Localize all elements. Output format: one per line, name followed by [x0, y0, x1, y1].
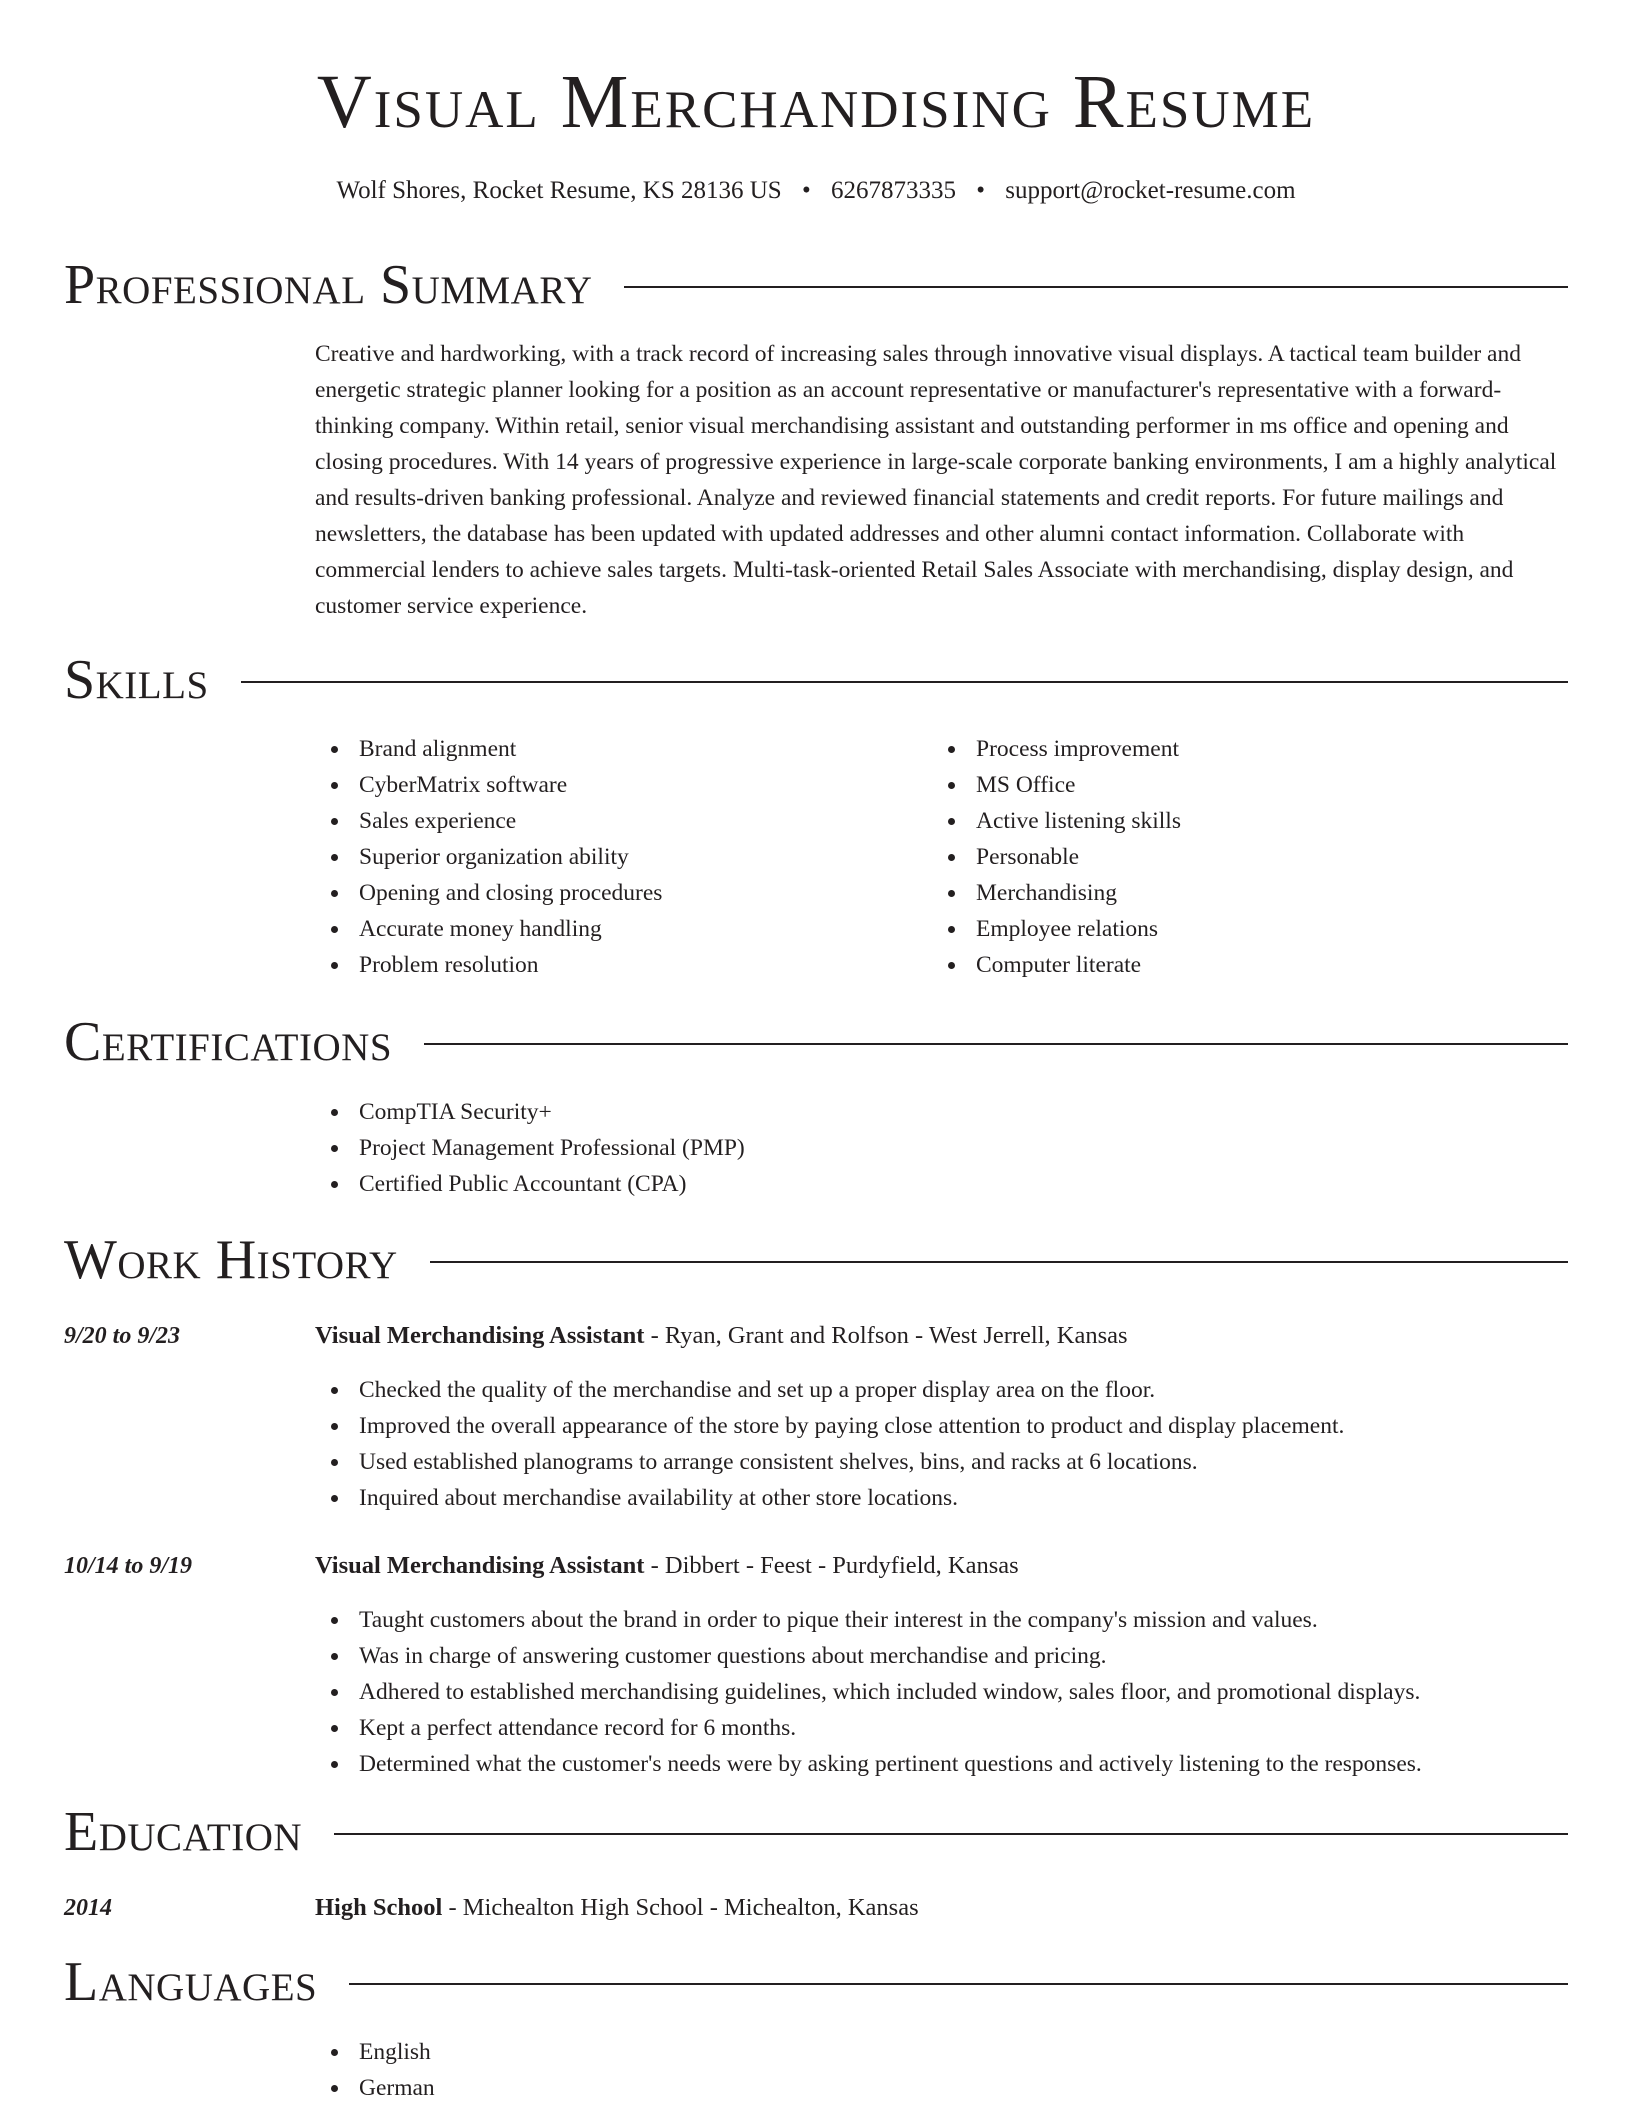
job-entry [315, 1548, 1568, 1782]
skills-list-right [932, 731, 1549, 983]
section-divider [624, 286, 1568, 288]
certification-item: Project Management Professional (PMP) [315, 1130, 1568, 1166]
contact-phone: 6267873335 [830, 177, 956, 204]
job-title: Visual Merchandising Assistant [315, 1552, 645, 1579]
contact-separator: • [976, 177, 985, 204]
skill-item: Brand alignment [315, 731, 932, 767]
job-bullets [315, 1372, 1568, 1516]
job-bullet: Adhered to established merchandising guidelines, which included window, sales floor, and promotional displays. [315, 1674, 1568, 1710]
skill-item: Merchandising [932, 875, 1549, 911]
skill-item: CyberMatrix software [315, 767, 932, 803]
section-divider [349, 1983, 1568, 1985]
job-employer: - Dibbert - Feest - Purdyfield, Kansas [644, 1552, 1019, 1579]
contact-separator: • [801, 177, 811, 204]
skills-grid [315, 731, 1568, 983]
skill-item: MS Office [932, 767, 1549, 803]
skills-list-left [315, 731, 932, 983]
job-employer: - Ryan, Grant and Rolfson - West Jerrell, Kansas [644, 1322, 1128, 1349]
contact-line [64, 174, 1568, 208]
certifications-body [315, 1094, 1568, 1202]
job-bullet: Checked the quality of the merchandise and set up a proper display area on the floor. [315, 1372, 1568, 1408]
certifications-heading: Certifications [64, 1011, 393, 1073]
summary-heading: Professional Summary [64, 254, 593, 316]
languages-heading: Languages [64, 1951, 318, 2013]
skill-item: Personable [932, 839, 1549, 875]
skill-item: Accurate money handling [315, 911, 932, 947]
skill-item: Process improvement [932, 731, 1549, 767]
job-heading [315, 1318, 1568, 1354]
education-heading-line [315, 1890, 1568, 1926]
summary-section-header [64, 255, 1568, 315]
languages-section-header [64, 1952, 1568, 2012]
job-dates: 9/20 to 9/23 [64, 1323, 181, 1349]
skills-heading: Skills [64, 649, 209, 711]
skill-item: Active listening skills [932, 803, 1549, 839]
skill-item: Opening and closing procedures [315, 875, 932, 911]
section-divider [241, 681, 1568, 683]
language-item: German [315, 2070, 1568, 2106]
contact-address: Wolf Shores, Rocket Resume, KS 28136 US [336, 177, 782, 204]
education-heading: Education [64, 1801, 303, 1863]
job-dates: 10/14 to 9/19 [64, 1553, 193, 1579]
job-bullet: Used established planograms to arrange consistent shelves, bins, and racks at 6 locations. [315, 1444, 1568, 1480]
skill-item: Superior organization ability [315, 839, 932, 875]
skill-item: Problem resolution [315, 947, 932, 983]
languages-list [315, 2034, 1568, 2106]
certification-item: Certified Public Accountant (CPA) [315, 1166, 1568, 1202]
job-entry [315, 1318, 1568, 1516]
work-history-section-header [64, 1230, 1568, 1290]
education-degree: High School [315, 1894, 443, 1921]
section-divider [430, 1261, 1568, 1263]
education-year: 2014 [64, 1895, 112, 1921]
summary-body [315, 336, 1568, 624]
skill-item: Employee relations [932, 911, 1549, 947]
education-section-header [64, 1802, 1568, 1862]
job-bullet: Improved the overall appearance of the store by paying close attention to product and display placement. [315, 1408, 1568, 1444]
skills-body [315, 731, 1568, 983]
job-bullet: Inquired about merchandise availability at other store locations. [315, 1480, 1568, 1516]
education-school: - Michealton High School - Michealton, Kansas [442, 1894, 919, 1921]
language-item: English [315, 2034, 1568, 2070]
certifications-list [315, 1094, 1568, 1202]
resume-title: Visual Merchandising Resume [316, 60, 1316, 144]
job-bullet: Kept a perfect attendance record for 6 months. [315, 1710, 1568, 1746]
contact-email: support@rocket-resume.com [1005, 177, 1296, 204]
languages-body [315, 2034, 1568, 2106]
job-bullet: Taught customers about the brand in order to pique their interest in the company's mission and values. [315, 1602, 1568, 1638]
job-bullet: Determined what the customer's needs were by asking pertinent questions and actively listening to the responses. [315, 1746, 1568, 1782]
job-title: Visual Merchandising Assistant [315, 1322, 645, 1349]
job-bullets [315, 1602, 1568, 1782]
skill-item: Sales experience [315, 803, 932, 839]
section-divider [334, 1833, 1568, 1835]
job-bullet: Was in charge of answering customer questions about merchandise and pricing. [315, 1638, 1568, 1674]
certification-item: CompTIA Security+ [315, 1094, 1568, 1130]
summary-text: Creative and hardworking, with a track record of increasing sales through innovative visual displays. A tactical team builder and energetic strategic planner looking for a position as an account representative or manufacturer's representative with a forward-thinking company. Within retail, senior visual merchandising assistant and outstanding performer in ms office and opening and closing procedures. With 14 years of progressive experience in large-scale corporate banking environments, I am a highly analytical and results-driven banking professional. Analyze and reviewed financial statements and credit reports. For future mailings and newsletters, the database has been updated with updated addresses and other alumni contact information. Collaborate with commercial lenders to achieve sales targets. Multi-task-oriented Retail Sales Associate with merchandising, display design, and customer service experience. [315, 341, 1557, 619]
education-entry [315, 1890, 1568, 1926]
skills-section-header [64, 650, 1568, 710]
section-divider [424, 1043, 1568, 1045]
certifications-section-header [64, 1012, 1568, 1072]
skill-item: Computer literate [932, 947, 1549, 983]
work-history-heading: Work History [64, 1229, 398, 1291]
job-heading [315, 1548, 1568, 1584]
